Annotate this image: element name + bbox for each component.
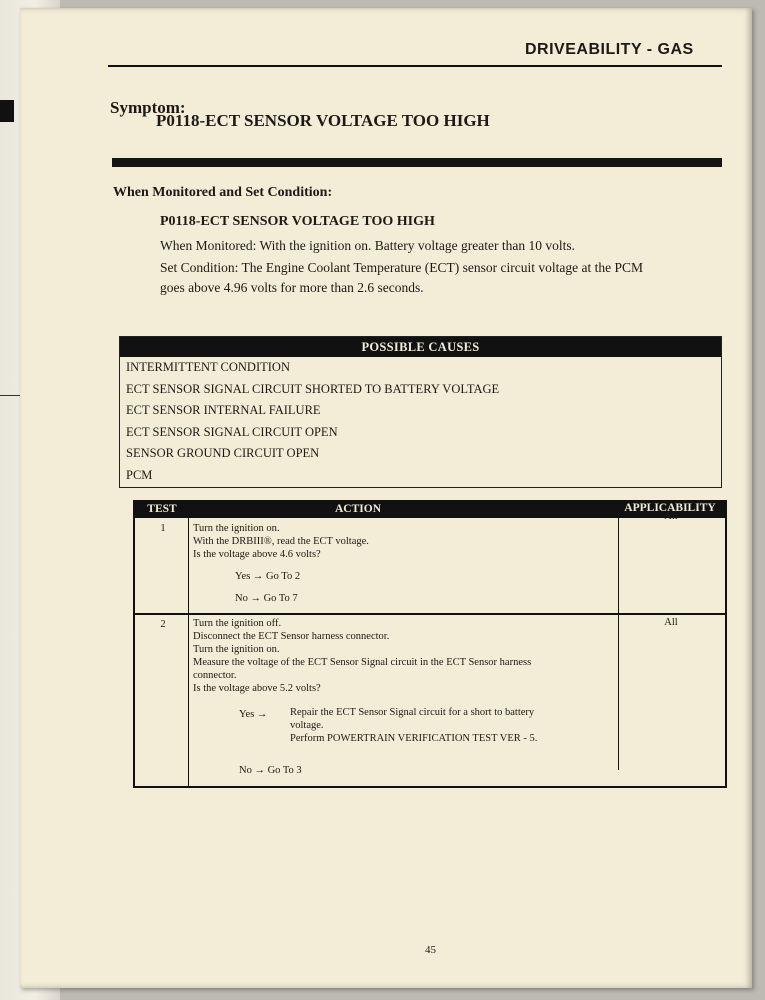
test-column-header: TEST (147, 503, 177, 515)
action-step: With the DRBIII®, read the ECT voltage. (193, 536, 369, 547)
section-header: DRIVEABILITY - GAS (525, 41, 694, 58)
no-branch: No → Go To 7 (235, 593, 298, 604)
applicability-value: All (664, 511, 678, 522)
symptom-title: P0118-ECT SENSOR VOLTAGE TOO HIGH (156, 111, 490, 130)
action-step: Is the voltage above 4.6 volts? (193, 549, 321, 560)
possible-causes-heading: POSSIBLE CAUSES (120, 337, 721, 357)
action-column-header: ACTION (335, 503, 382, 515)
cause-item: SENSOR GROUND CIRCUIT OPEN (126, 446, 320, 460)
cause-item: ECT SENSOR SIGNAL CIRCUIT OPEN (126, 424, 338, 439)
cause-item: ECT SENSOR SIGNAL CIRCUIT SHORTED TO BATTERY VOLTAGE (126, 381, 500, 396)
divider-bar (112, 158, 722, 167)
cause-item: INTERMITTENT CONDITION (126, 360, 290, 374)
cause-item: PCM (126, 467, 153, 482)
applicability-value: All (664, 617, 678, 628)
no-branch: No → Go To 3 (239, 765, 302, 776)
action-step: Measure the voltage of the ECT Sensor Signal circuit in the ECT Sensor harness (193, 657, 532, 668)
page-edge-line (0, 20, 21, 300)
test-number: 1 (160, 523, 166, 534)
action-step: connector. (193, 670, 237, 681)
set-condition-text (160, 258, 725, 298)
page-number: 45 (425, 944, 436, 956)
yes-branch-text: voltage. (290, 720, 324, 731)
yes-branch-label: Yes → (239, 709, 268, 720)
column-divider (618, 518, 619, 770)
action-step: Turn the ignition on. (193, 644, 280, 655)
test-number: 2 (160, 619, 166, 630)
symptom-label: Symptom: (110, 98, 186, 117)
row-divider (135, 613, 725, 615)
header-rule (108, 65, 722, 67)
dtc-title: P0118-ECT SENSOR VOLTAGE TOO HIGH (160, 214, 435, 229)
possible-causes-box (119, 336, 722, 488)
yes-branch-text: Perform POWERTRAIN VERIFICATION TEST VER - 5. (290, 733, 538, 744)
action-step: Is the voltage above 5.2 volts? (193, 683, 321, 694)
column-divider (188, 518, 189, 786)
section-tab (0, 100, 14, 122)
monitor-heading: When Monitored and Set Condition: (113, 185, 333, 200)
cause-item: ECT SENSOR INTERNAL FAILURE (126, 403, 321, 417)
action-step: Turn the ignition off. (193, 618, 282, 629)
applicability-column-header: APPLICABILITY (624, 502, 716, 514)
test-table (133, 500, 727, 788)
manual-page (20, 8, 752, 988)
set-condition-line: Set Condition: The Engine Coolant Temperature (ECT) sensor circuit voltage at the PCM (160, 260, 643, 275)
action-step: Disconnect the ECT Sensor harness connector. (193, 631, 390, 642)
action-step: Turn the ignition on. (193, 523, 280, 534)
set-condition-line: goes above 4.96 volts for more than 2.6 seconds. (160, 280, 424, 295)
when-monitored-text: When Monitored: With the ignition on. Battery voltage greater than 10 volts. (160, 238, 575, 253)
yes-branch: Yes → Go To 2 (235, 571, 301, 582)
yes-branch-text: Repair the ECT Sensor Signal circuit for a short to battery (290, 707, 535, 718)
